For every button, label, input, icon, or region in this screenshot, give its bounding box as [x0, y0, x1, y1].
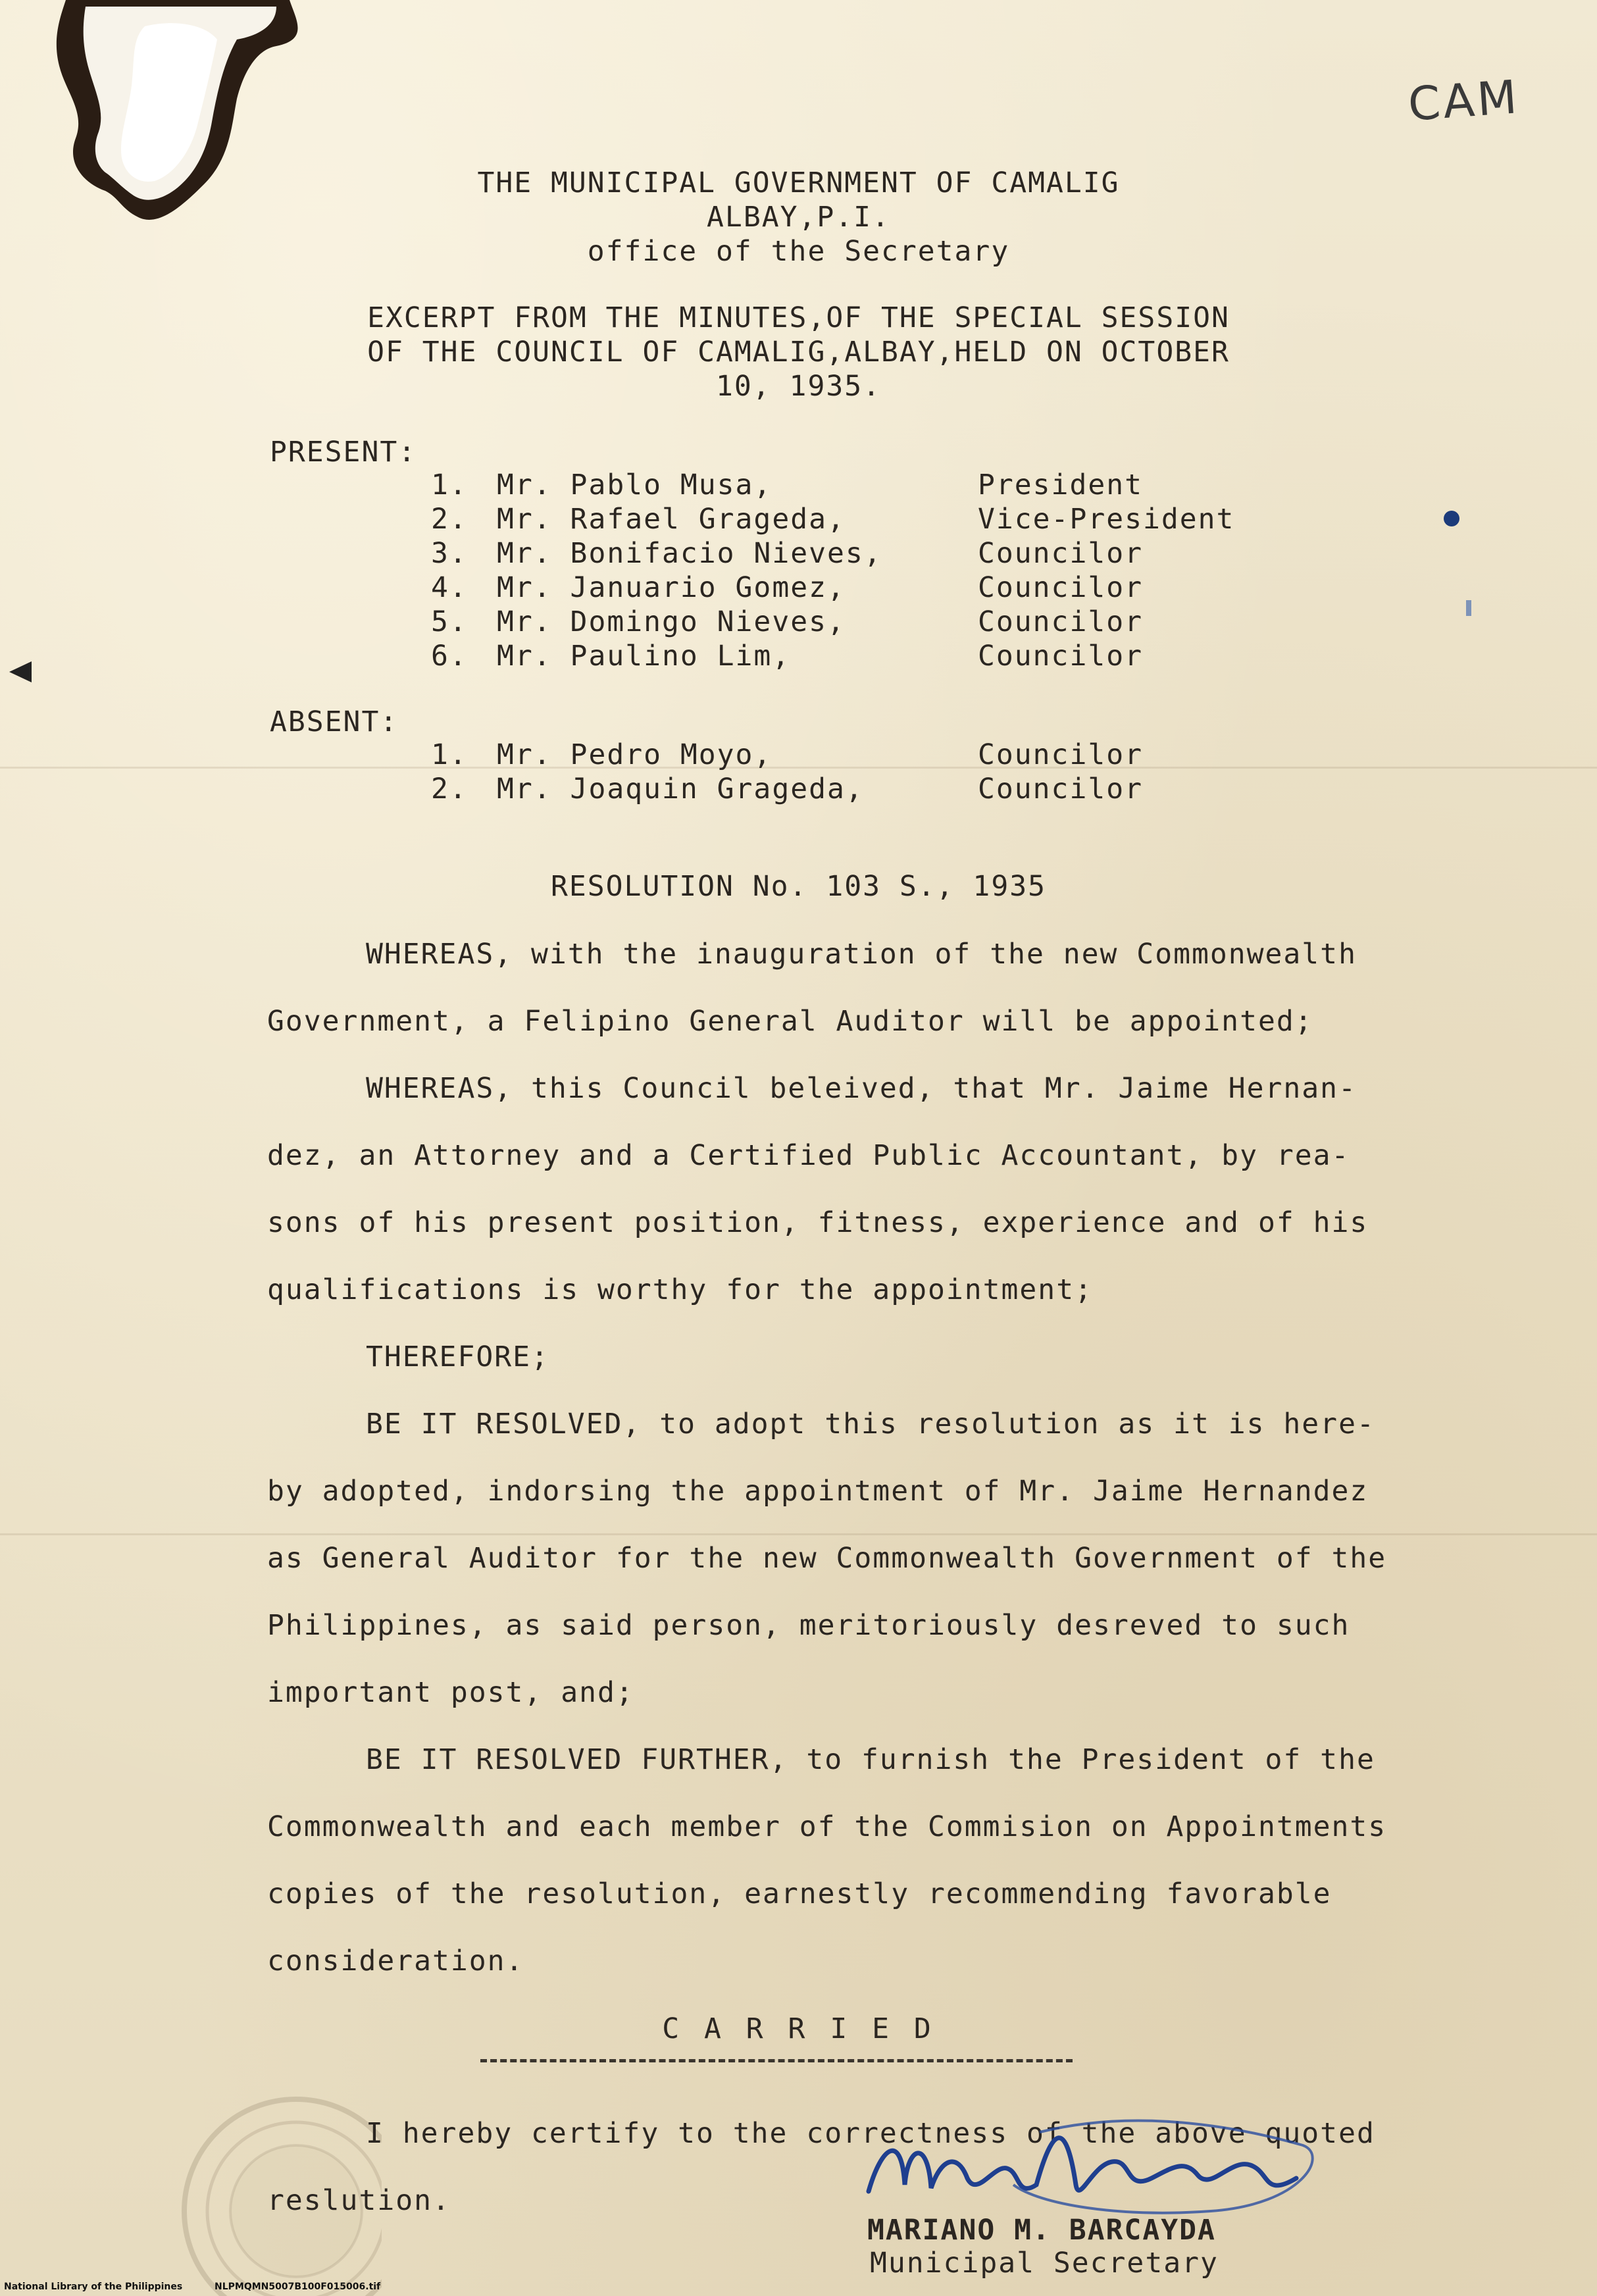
- body-line: WHEREAS, with the inauguration of the new Commonwealth: [366, 938, 1357, 971]
- body-line: BE IT RESOLVED FURTHER, to furnish the President of the: [366, 1743, 1375, 1776]
- body-line: sons of his present position, fitness, experience and of his: [267, 1206, 1369, 1239]
- body-line: THEREFORE;: [366, 1340, 549, 1373]
- body-line: BE IT RESOLVED, to adopt this resolution as it is here-: [366, 1408, 1375, 1441]
- absent-member-name: Mr. Pedro Moyo,: [497, 738, 773, 771]
- body-line: WHEREAS, this Council beleived, that Mr. Jaime Hernan-: [366, 1072, 1357, 1105]
- header-government: THE MUNICIPAL GOVERNMENT OF CAMALIG: [477, 166, 1120, 199]
- present-member-name: Mr. Paulino Lim,: [497, 640, 791, 673]
- body-line: by adopted, indorsing the appointment of Mr. Jaime Hernandez: [267, 1475, 1369, 1508]
- present-member-number: 2.: [431, 503, 468, 536]
- signatory-title: Municipal Secretary: [870, 2247, 1219, 2280]
- body-line: Government, a Felipino General Auditor will be appointed;: [267, 1005, 1313, 1038]
- excerpt-title-line1: EXCERPT FROM THE MINUTES,OF THE SPECIAL SESSION: [367, 301, 1230, 334]
- body-line: consideration.: [267, 1945, 524, 1977]
- archive-footer: [0, 2280, 1597, 2296]
- present-member-name: Mr. Rafael Grageda,: [497, 503, 846, 536]
- signatory-name: MARIANO M. BARCAYDA: [867, 2214, 1216, 2247]
- absent-member-number: 1.: [431, 738, 468, 771]
- present-member-number: 5.: [431, 605, 468, 638]
- body-line: Philippines, as said person, meritoriously desreved to such: [267, 1609, 1350, 1642]
- carried-label: C A R R I E D: [662, 2012, 935, 2045]
- present-member-role: Councilor: [978, 605, 1143, 638]
- present-member-role: Councilor: [978, 571, 1143, 604]
- present-member-role: President: [978, 469, 1143, 501]
- present-member-number: 1.: [431, 469, 468, 501]
- header-location: ALBAY,P.I.: [707, 201, 890, 234]
- certification-line2: reslution.: [267, 2184, 451, 2217]
- body-line: important post, and;: [267, 1676, 634, 1709]
- paper-fold-line: [0, 767, 1597, 769]
- present-member-name: Mr. Bonifacio Nieves,: [497, 537, 882, 570]
- handwritten-signature: [842, 2106, 1342, 2224]
- ink-mark: [1466, 600, 1471, 616]
- absent-member-name: Mr. Joaquin Grageda,: [497, 773, 864, 805]
- header-office: office of the Secretary: [587, 235, 1010, 268]
- paper-fold-line: [0, 1533, 1597, 1535]
- present-member-role: Councilor: [978, 537, 1143, 570]
- margin-tick-mark: [9, 661, 32, 682]
- ink-dot: [1444, 511, 1459, 526]
- present-member-role: Vice-President: [978, 503, 1235, 536]
- absent-member-role: Councilor: [978, 738, 1143, 771]
- footer-library-name: National Library of the Philippines: [4, 2282, 183, 2292]
- present-member-name: Mr. Januario Gomez,: [497, 571, 846, 604]
- absent-member-number: 2.: [431, 773, 468, 805]
- body-line: copies of the resolution, earnestly recommending favorable: [267, 1877, 1332, 1910]
- present-member-name: Mr. Pablo Musa,: [497, 469, 773, 501]
- body-line: dez, an Attorney and a Certified Public Accountant, by rea-: [267, 1139, 1350, 1172]
- certification-line1: I hereby certify to the correctness of the above quoted: [366, 2117, 1375, 2150]
- present-member-number: 4.: [431, 571, 468, 604]
- present-label: PRESENT:: [270, 436, 417, 469]
- excerpt-title-line3: 10, 1935.: [716, 370, 881, 403]
- absent-label: ABSENT:: [270, 705, 399, 738]
- excerpt-title-line2: OF THE COUNCIL OF CAMALIG,ALBAY,HELD ON OCTOBER: [367, 336, 1230, 369]
- footer-file-id: NLPMQMN5007B100F015006.tif: [215, 2282, 381, 2292]
- present-member-number: 3.: [431, 537, 468, 570]
- body-line: qualifications is worthy for the appointment;: [267, 1273, 1093, 1306]
- carried-underline: [480, 2059, 1073, 2062]
- absent-member-role: Councilor: [978, 773, 1143, 805]
- present-member-number: 6.: [431, 640, 468, 673]
- resolution-title: RESOLUTION No. 103 S., 1935: [551, 870, 1046, 903]
- present-member-role: Councilor: [978, 640, 1143, 673]
- body-line: Commonwealth and each member of the Commision on Appointments: [267, 1810, 1387, 1843]
- present-member-name: Mr. Domingo Nieves,: [497, 605, 846, 638]
- body-line: as General Auditor for the new Commonwealth Government of the: [267, 1542, 1387, 1575]
- handwritten-corner-note: CAM: [1406, 70, 1521, 132]
